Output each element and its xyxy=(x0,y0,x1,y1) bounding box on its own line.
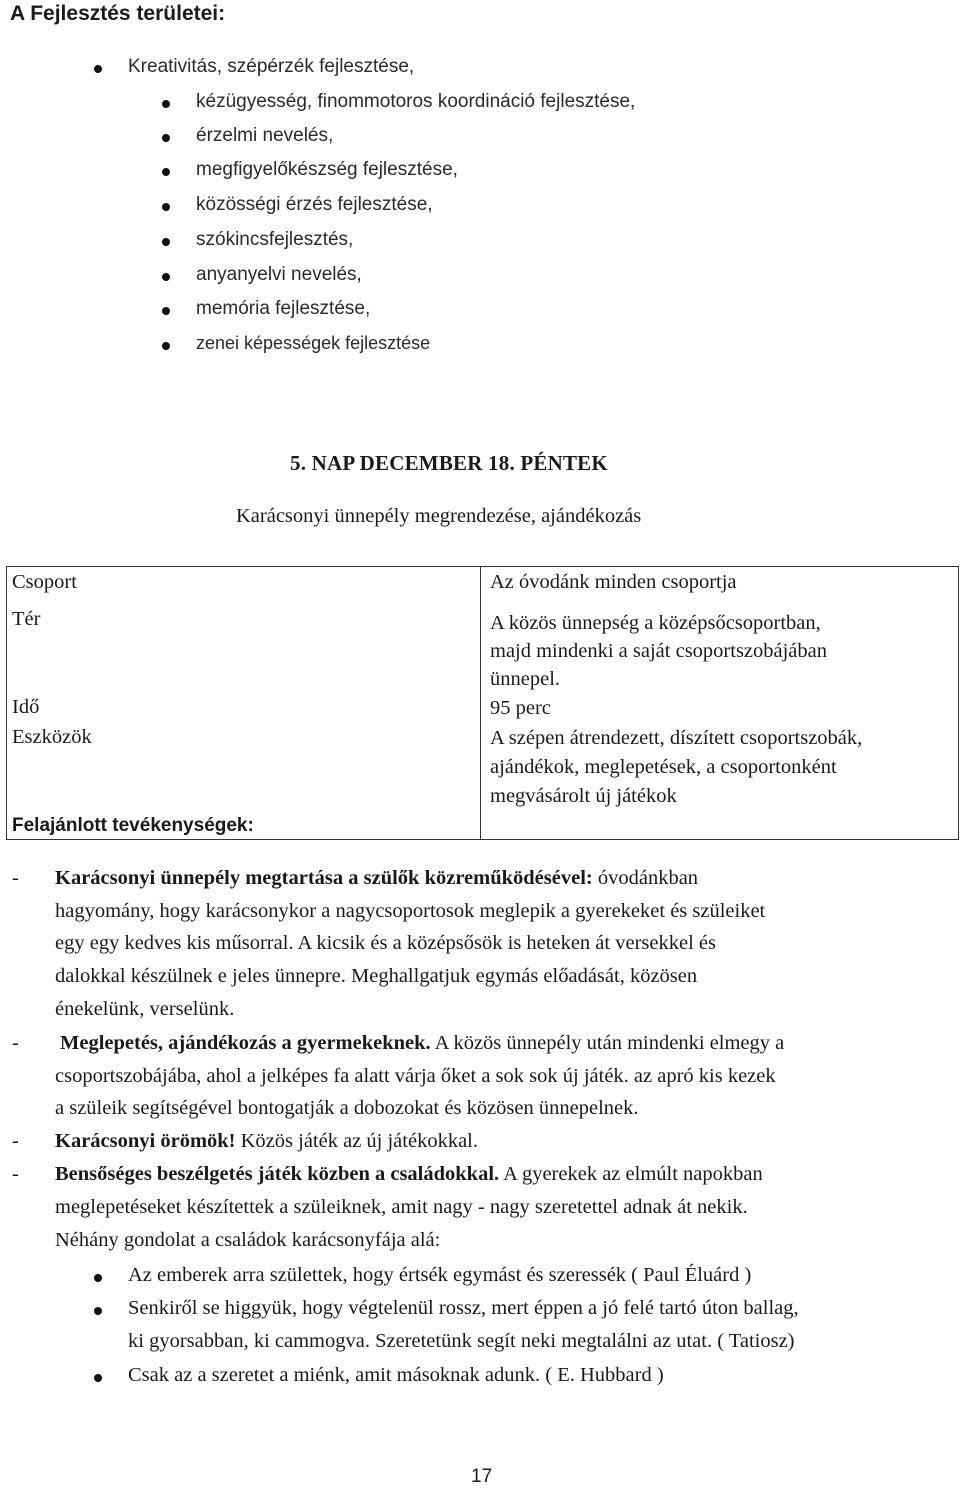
bullet-icon xyxy=(162,100,170,108)
value-group: Az óvodánk minden csoportja xyxy=(490,571,737,593)
info-table xyxy=(6,566,959,840)
label-space: Tér xyxy=(12,608,41,630)
bullet-icon xyxy=(162,273,170,281)
list-item: szókincsfejlesztés, xyxy=(196,229,354,250)
activity-heading: Karácsonyi ünnepély megtartása a szülők közreműködésével: xyxy=(55,867,593,889)
activity-line: énekelünk, verselünk. xyxy=(55,998,235,1020)
activity-text: Közös játék az új játékokkal. xyxy=(235,1130,478,1152)
activity-line: csoportszobájába, ahol a jelképes fa alatt várja őket a sok sok új játék. az apró kis kezek xyxy=(55,1065,776,1087)
dash-marker: - xyxy=(12,1163,19,1185)
bullet-icon xyxy=(162,307,170,315)
value-tools-line: A szépen átrendezett, díszített csoportszobák, xyxy=(490,727,863,749)
day-title: 5. NAP DECEMBER 18. PÉNTEK xyxy=(290,451,608,475)
activity-line: egy egy kedves kis műsorral. A kicsik és a középsősök is heteken át versekkel és xyxy=(55,932,716,954)
dash-marker: - xyxy=(12,1130,19,1152)
bullet-icon xyxy=(94,65,102,73)
section-title: A Fejlesztés területei: xyxy=(10,2,226,25)
value-time: 95 perc xyxy=(490,697,551,719)
activity-line: a szüleik segítségével bontogatják a dobozokat és közösen ünnepelnek. xyxy=(55,1097,639,1119)
value-tools-line: megvásárolt új játékok xyxy=(490,785,677,807)
activity-heading: Karácsonyi örömök! xyxy=(55,1130,236,1152)
day-subtitle: Karácsonyi ünnepély megrendezése, ajándékozás xyxy=(236,505,642,527)
bullet-icon xyxy=(162,342,170,350)
value-space-line: A közös ünnepség a középsőcsoportban, xyxy=(490,612,821,634)
list-item: megfigyelőkészség fejlesztése, xyxy=(196,159,458,180)
quote-line: Az emberek arra születtek, hogy értsék egymást és szeressék ( Paul Éluárd ) xyxy=(128,1264,752,1286)
activity-line: Néhány gondolat a családok karácsonyfája alá: xyxy=(55,1229,441,1251)
bullet-icon xyxy=(162,203,170,211)
list-item: memória fejlesztése, xyxy=(196,298,371,319)
activity-heading: Meglepetés, ajándékozás a gyermekeknek. xyxy=(60,1032,431,1054)
activity-line: meglepetéseket készítettek a szüleiknek, amit nagy - nagy szeretettel adnak át nekik. xyxy=(55,1196,748,1218)
page-number: 17 xyxy=(471,1466,493,1487)
list-item: Kreativitás, szépérzék fejlesztése, xyxy=(128,56,415,77)
list-item: közösségi érzés fejlesztése, xyxy=(196,194,433,215)
activity-line: dalokkal készülnek e jeles ünnepre. Meghallgatjuk egymás előadását, közösen xyxy=(55,965,698,987)
activity-heading: Bensőséges beszélgetés játék közben a családokkal. xyxy=(55,1163,500,1185)
activity-text: A közös ünnepély után mindenki elmegy a xyxy=(430,1032,785,1054)
quote-line: ki gyorsabban, ki cammogva. Szeretetünk segít neki megtalálni az utat. ( Tatiosz) xyxy=(128,1330,795,1352)
label-tools: Eszközök xyxy=(12,726,92,748)
dash-marker: - xyxy=(12,1032,19,1054)
label-activities: Felajánlott tevékenységek: xyxy=(12,815,254,836)
activity-line: hagyomány, hogy karácsonykor a nagycsoportosok meglepik a gyerekeket és szüleiket xyxy=(55,900,766,922)
activity-item-first-line xyxy=(55,867,698,890)
bullet-icon xyxy=(94,1274,102,1282)
activity-item-first-line xyxy=(55,1163,763,1186)
list-item: zenei képességek fejlesztése xyxy=(196,333,431,353)
dash-marker: - xyxy=(12,867,19,889)
bullet-icon xyxy=(162,238,170,246)
quote-line: Csak az a szeretet a miénk, amit másoknak adunk. ( E. Hubbard ) xyxy=(128,1364,664,1386)
quote-line: Senkiről se higgyük, hogy végtelenül rossz, mert éppen a jó felé tartó úton ballag, xyxy=(128,1297,799,1319)
info-table-labels-cell xyxy=(7,567,481,840)
list-item: kézügyesség, finommotoros koordináció fejlesztése, xyxy=(196,91,636,112)
bullet-icon xyxy=(162,168,170,176)
value-space-line: majd mindenki a saját csoportszobájában xyxy=(490,640,828,662)
label-time: Idő xyxy=(12,696,40,718)
list-item: érzelmi nevelés, xyxy=(196,125,334,146)
label-group: Csoport xyxy=(12,571,77,593)
activity-text: A gyerekek az elmúlt napokban xyxy=(499,1163,763,1185)
activity-item-first-line xyxy=(60,1032,784,1055)
value-space-line: ünnepel. xyxy=(490,668,561,690)
bullet-icon xyxy=(94,1307,102,1315)
activity-text: óvodánkban xyxy=(592,867,699,889)
bullet-icon xyxy=(94,1374,102,1382)
value-tools-line: ajándékok, meglepetések, a csoportonként xyxy=(490,756,837,778)
activity-item-first-line xyxy=(55,1130,478,1153)
list-item: anyanyelvi nevelés, xyxy=(196,264,362,285)
bullet-icon xyxy=(162,134,170,142)
